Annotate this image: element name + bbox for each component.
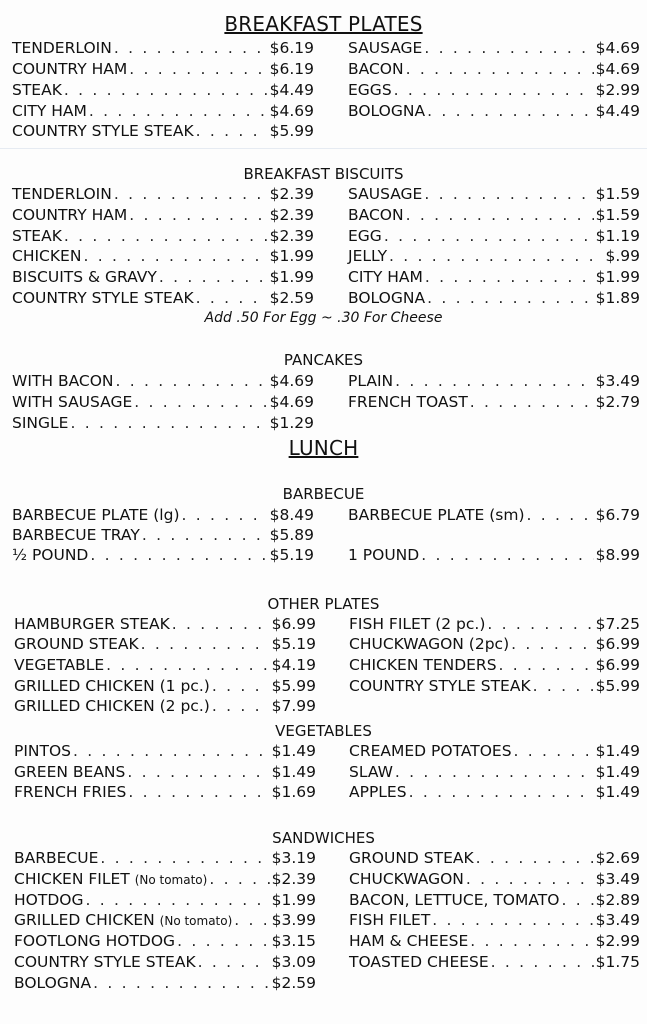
menu-item	[349, 634, 640, 654]
item-price: $1.89	[595, 289, 640, 307]
leader-dots	[470, 931, 593, 951]
item-name: COUNTRY STYLE STEAK	[12, 289, 194, 307]
menu-item	[349, 614, 640, 634]
leader-dots	[395, 371, 594, 391]
leader-dots	[466, 869, 594, 889]
item-name: BISCUITS & GRAVY	[12, 268, 157, 286]
item-name: CREAMED POTATOES	[349, 742, 512, 760]
menu-item	[14, 634, 316, 654]
leader-dots	[234, 910, 269, 930]
item-name: COUNTRY STYLE STEAK	[349, 677, 531, 695]
leader-dots	[114, 184, 268, 204]
item-name: PINTOS	[14, 742, 72, 760]
item-price: $6.79	[595, 506, 640, 524]
item-price: $3.49	[595, 911, 640, 929]
item-name: CHICKEN TENDERS	[349, 656, 497, 674]
leader-dots	[209, 869, 269, 889]
item-price: $4.69	[595, 60, 640, 78]
item-price: $1.49	[595, 742, 640, 760]
item-name: FRENCH FRIES	[14, 783, 127, 801]
item-name: COUNTRY HAM	[12, 60, 128, 78]
breakfast-biscuits-heading: BREAKFAST BISCUITS	[243, 165, 404, 183]
leader-dots	[129, 205, 267, 225]
menu-item	[14, 973, 316, 993]
leader-dots	[470, 392, 594, 412]
item-price: $1.49	[595, 763, 640, 781]
item-name: CHUCKWAGON	[349, 870, 464, 888]
leader-dots	[406, 59, 594, 79]
leader-dots	[196, 288, 268, 308]
leader-dots	[64, 80, 268, 100]
menu-item	[348, 101, 640, 121]
item-name: HAM & CHEESE	[349, 932, 469, 950]
item-name: BACON	[348, 206, 404, 224]
sandwiches-heading: SANDWICHES	[272, 829, 375, 847]
item-name: EGGS	[348, 81, 392, 99]
leader-dots	[89, 101, 268, 121]
vegetables-heading: VEGETABLES	[275, 722, 372, 740]
item-price: $2.59	[271, 974, 316, 992]
item-price: $4.49	[269, 81, 314, 99]
menu-item	[14, 614, 316, 634]
item-name: BARBECUE	[14, 849, 99, 867]
leader-dots	[499, 655, 594, 675]
item-price: $5.19	[271, 635, 316, 653]
menu-item	[14, 890, 316, 910]
item-name: STEAK	[12, 227, 62, 245]
item-name: STEAK	[12, 81, 62, 99]
item-price: $3.19	[271, 849, 316, 867]
leader-dots	[83, 246, 267, 266]
item-name: GRILLED CHICKEN (1 pc.)	[14, 677, 210, 695]
item-price: $1.49	[271, 742, 316, 760]
menu-item	[12, 121, 314, 141]
leader-dots	[129, 59, 267, 79]
leader-dots	[421, 545, 593, 565]
item-price: $6.19	[269, 60, 314, 78]
menu-item	[349, 910, 640, 930]
leader-dots	[177, 931, 270, 951]
menu-item	[12, 545, 314, 565]
item-note: (No tomato)	[134, 873, 208, 887]
item-name: CITY HAM	[348, 268, 423, 286]
item-price: $3.09	[271, 953, 316, 971]
item-price: $3.49	[595, 372, 640, 390]
item-note: (No tomato)	[159, 914, 233, 928]
menu-item	[12, 288, 314, 308]
menu-item	[12, 267, 314, 287]
menu-item	[349, 848, 640, 868]
item-price: $1.49	[271, 763, 316, 781]
menu-item	[12, 101, 314, 121]
item-name: BARBECUE PLATE (sm)	[348, 506, 525, 524]
leader-dots	[134, 392, 267, 412]
menu-item	[349, 741, 640, 761]
item-price: $4.69	[595, 39, 640, 57]
leader-dots	[395, 762, 594, 782]
leader-dots	[114, 38, 268, 58]
item-price: $6.99	[271, 615, 316, 633]
menu-item	[12, 80, 314, 100]
item-price: $1.99	[595, 268, 640, 286]
menu-item	[12, 246, 314, 266]
menu-item	[12, 184, 314, 204]
item-price: $1.59	[595, 206, 640, 224]
leader-dots	[561, 890, 593, 910]
item-price: $.99	[605, 247, 640, 265]
item-price: $2.39	[269, 227, 314, 245]
item-name: GROUND STEAK	[14, 635, 139, 653]
leader-dots	[182, 505, 268, 525]
leader-dots	[427, 101, 594, 121]
item-name: CITY HAM	[12, 102, 87, 120]
item-price: $5.99	[269, 122, 314, 140]
item-name: HOTDOG	[14, 891, 84, 909]
other-plates-heading: OTHER PLATES	[267, 595, 380, 613]
menu-item	[14, 676, 316, 696]
leader-dots	[425, 267, 594, 287]
leader-dots	[514, 741, 594, 761]
item-name: BACON	[348, 60, 404, 78]
item-name: JELLY	[348, 247, 388, 265]
item-name: APPLES	[349, 783, 407, 801]
item-name: BOLOGNA	[348, 289, 426, 307]
menu-item	[348, 505, 640, 525]
menu-item	[348, 184, 640, 204]
menu-item	[14, 931, 316, 951]
item-price: $5.99	[595, 677, 640, 695]
menu-item	[348, 59, 640, 79]
item-price: $1.19	[595, 227, 640, 245]
item-price: $5.89	[269, 526, 314, 544]
leader-dots	[93, 973, 270, 993]
item-price: $4.69	[269, 102, 314, 120]
item-name: TOASTED CHEESE	[349, 953, 489, 971]
item-price: $3.15	[271, 932, 316, 950]
menu-item	[349, 655, 640, 675]
leader-dots	[432, 910, 593, 930]
leader-dots	[90, 545, 267, 565]
menu-item	[12, 525, 314, 545]
leader-dots	[142, 525, 268, 545]
item-name: FISH FILET (2 pc.)	[349, 615, 486, 633]
menu-item	[12, 392, 314, 412]
menu-item	[14, 869, 316, 889]
section-divider	[0, 148, 647, 149]
menu-item	[348, 246, 640, 266]
item-price: $4.69	[269, 372, 314, 390]
item-price: $2.59	[269, 289, 314, 307]
leader-dots	[212, 676, 270, 696]
item-name: COUNTRY HAM	[12, 206, 128, 224]
item-price: $1.99	[269, 247, 314, 265]
item-name: BOLOGNA	[348, 102, 426, 120]
item-name: HAMBURGER STEAK	[14, 615, 170, 633]
menu-item	[348, 371, 640, 391]
item-name: CHICKEN FILET	[14, 870, 130, 888]
menu-item	[12, 59, 314, 79]
item-name: SINGLE	[12, 414, 69, 432]
item-price: $1.69	[271, 783, 316, 801]
item-name: COUNTRY STYLE STEAK	[12, 122, 194, 140]
item-name: SAUSAGE	[348, 185, 423, 203]
item-name: SLAW	[349, 763, 393, 781]
leader-dots	[141, 634, 270, 654]
leader-dots	[527, 505, 594, 525]
item-price: $5.19	[269, 546, 314, 564]
menu-item	[349, 952, 640, 972]
item-name: BARBECUE PLATE (lg)	[12, 506, 180, 524]
item-name: ½ POUND	[12, 546, 89, 564]
leader-dots	[198, 952, 270, 972]
item-price: $2.79	[595, 393, 640, 411]
item-price: $4.49	[595, 102, 640, 120]
menu-item	[12, 413, 314, 433]
item-name: 1 POUND	[348, 546, 420, 564]
leader-dots	[427, 288, 594, 308]
item-name: BACON, LETTUCE, TOMATO	[349, 891, 560, 909]
item-price: $6.99	[595, 656, 640, 674]
menu-item	[14, 741, 316, 761]
leader-dots	[100, 848, 269, 868]
leader-dots	[106, 655, 269, 675]
item-name: GRILLED CHICKEN	[14, 911, 155, 929]
menu-item	[12, 505, 314, 525]
item-price: $2.39	[269, 206, 314, 224]
menu-item	[348, 267, 640, 287]
leader-dots	[159, 267, 268, 287]
item-price: $3.49	[595, 870, 640, 888]
item-name: GREEN BEANS	[14, 763, 126, 781]
menu-item	[349, 676, 640, 696]
menu-item	[349, 890, 640, 910]
menu-item	[14, 655, 316, 675]
barbecue-heading: BARBECUE	[282, 485, 365, 503]
menu-item	[12, 38, 314, 58]
item-name: TENDERLOIN	[12, 185, 112, 203]
item-price: $7.25	[595, 615, 640, 633]
item-price: $8.49	[269, 506, 314, 524]
menu-item	[349, 762, 640, 782]
item-price: $1.75	[595, 953, 640, 971]
item-price: $1.99	[271, 891, 316, 909]
item-name: SAUSAGE	[348, 39, 423, 57]
leader-dots	[424, 38, 593, 58]
leader-dots	[172, 614, 270, 634]
menu-item	[348, 205, 640, 225]
item-name: EGG	[348, 227, 382, 245]
menu-item	[348, 80, 640, 100]
item-price: $7.99	[271, 697, 316, 715]
item-name: GROUND STEAK	[349, 849, 474, 867]
leader-dots	[64, 226, 268, 246]
item-name: FRENCH TOAST	[348, 393, 468, 411]
menu-item	[348, 392, 640, 412]
leader-dots	[394, 80, 594, 100]
leader-dots	[128, 782, 269, 802]
menu-item	[12, 226, 314, 246]
item-price: $2.99	[595, 81, 640, 99]
menu-item	[348, 545, 640, 565]
menu-item	[14, 696, 316, 716]
item-name: BOLOGNA	[14, 974, 92, 992]
menu-item	[14, 782, 316, 802]
leader-dots	[487, 614, 593, 634]
leader-dots	[116, 371, 268, 391]
item-price: $6.99	[595, 635, 640, 653]
item-name: CHICKEN	[12, 247, 82, 265]
item-name: WITH BACON	[12, 372, 114, 390]
item-price: $2.39	[271, 870, 316, 888]
biscuit-addon-note: Add .50 For Egg ~ .30 For Cheese	[204, 310, 443, 326]
leader-dots	[491, 952, 594, 972]
item-name: VEGETABLE	[14, 656, 105, 674]
item-price: $5.99	[271, 677, 316, 695]
item-name: TENDERLOIN	[12, 39, 112, 57]
menu-item	[14, 762, 316, 782]
item-price: $8.99	[595, 546, 640, 564]
item-name: WITH SAUSAGE	[12, 393, 133, 411]
item-price: $2.69	[595, 849, 640, 867]
menu-item	[349, 782, 640, 802]
item-price: $2.89	[595, 891, 640, 909]
item-price: $4.19	[271, 656, 316, 674]
leader-dots	[424, 184, 593, 204]
menu-item	[14, 848, 316, 868]
item-price: $1.59	[595, 185, 640, 203]
leader-dots	[384, 226, 594, 246]
pancakes-heading: PANCAKES	[283, 351, 364, 369]
item-name: FISH FILET	[349, 911, 431, 929]
item-price: $1.29	[269, 414, 314, 432]
item-price: $3.99	[271, 911, 316, 929]
leader-dots	[389, 246, 603, 266]
leader-dots	[533, 676, 594, 696]
item-name: FOOTLONG HOTDOG	[14, 932, 176, 950]
item-price: $2.99	[595, 932, 640, 950]
lunch-heading: LUNCH	[288, 436, 359, 460]
item-name: GRILLED CHICKEN (2 pc.)	[14, 697, 210, 715]
menu-item	[14, 910, 316, 930]
leader-dots	[127, 762, 269, 782]
item-price: $6.19	[269, 39, 314, 57]
leader-dots	[406, 205, 594, 225]
item-name: PLAIN	[348, 372, 394, 390]
leader-dots	[85, 890, 269, 910]
leader-dots	[196, 121, 268, 141]
leader-dots	[212, 696, 270, 716]
leader-dots	[511, 634, 594, 654]
item-price: $1.99	[269, 268, 314, 286]
menu-item	[349, 869, 640, 889]
leader-dots	[73, 741, 270, 761]
menu-item	[348, 226, 640, 246]
menu-item	[12, 371, 314, 391]
item-price: $2.39	[269, 185, 314, 203]
item-name: BARBECUE TRAY	[12, 526, 140, 544]
breakfast-plates-heading: BREAKFAST PLATES	[224, 12, 423, 36]
item-name: COUNTRY STYLE STEAK	[14, 953, 196, 971]
item-price: $1.49	[595, 783, 640, 801]
menu-item	[349, 931, 640, 951]
menu-item	[12, 205, 314, 225]
leader-dots	[476, 848, 594, 868]
item-price: $4.69	[269, 393, 314, 411]
menu-item	[348, 288, 640, 308]
leader-dots	[409, 782, 594, 802]
leader-dots	[70, 413, 267, 433]
menu-item	[348, 38, 640, 58]
item-name: CHUCKWAGON (2pc)	[349, 635, 510, 653]
menu-item	[14, 952, 316, 972]
